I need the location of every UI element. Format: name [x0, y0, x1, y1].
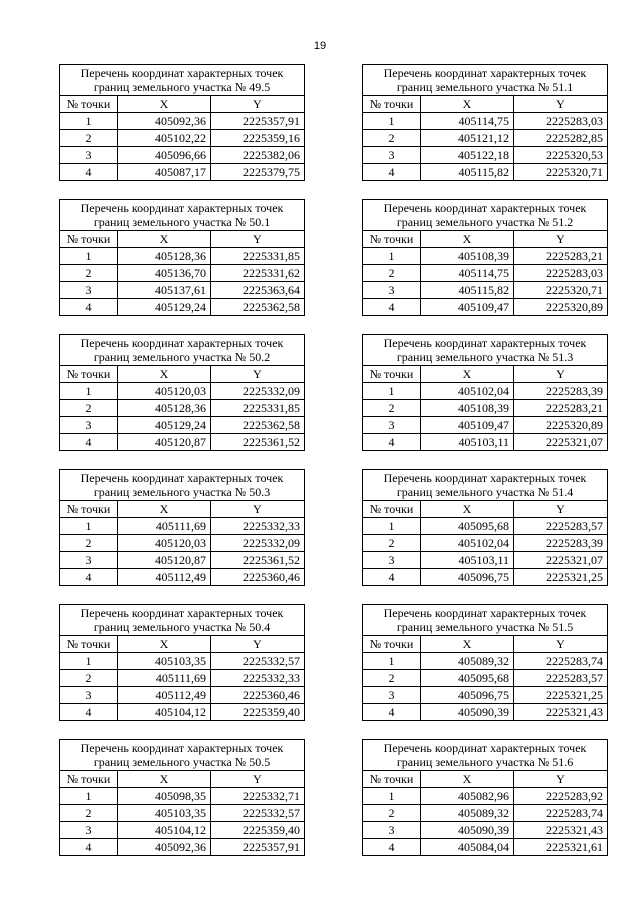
- x-coordinate-cell: 405096,75: [421, 687, 514, 704]
- point-number-cell: 4: [60, 164, 118, 181]
- table-title: [60, 65, 305, 96]
- table-row: [363, 518, 608, 535]
- y-coordinate-cell: 2225363,64: [211, 282, 305, 299]
- y-coordinate-cell: 2225331,85: [211, 248, 305, 265]
- y-coordinate-cell: 2225362,58: [211, 299, 305, 316]
- point-number-cell: 1: [60, 383, 118, 400]
- y-coordinate-cell: 2225332,33: [211, 518, 305, 535]
- table-title-prefix: границ земельного участка №: [396, 620, 553, 634]
- table-row: [60, 147, 305, 164]
- point-number-cell: 2: [363, 805, 421, 822]
- table-row: [363, 805, 608, 822]
- x-coordinate-cell: 405115,82: [421, 282, 514, 299]
- y-coordinate-cell: 2225331,85: [211, 400, 305, 417]
- point-number-cell: 1: [60, 653, 118, 670]
- y-coordinate-cell: 2225321,43: [514, 822, 608, 839]
- coordinate-table: [362, 739, 608, 856]
- table-title-prefix: границ земельного участка №: [396, 215, 553, 229]
- table-title-prefix: границ земельного участка №: [396, 350, 553, 364]
- x-coordinate-cell: 405115,82: [421, 164, 514, 181]
- y-coordinate-cell: 2225331,62: [211, 265, 305, 282]
- x-coordinate-cell: 405098,35: [118, 788, 211, 805]
- x-coordinate-cell: 405104,12: [118, 704, 211, 721]
- parcel-number: 51.3: [552, 350, 574, 364]
- column-header-number: № точки: [60, 231, 118, 248]
- table-title: [60, 200, 305, 231]
- table-title: [60, 605, 305, 636]
- table-row: [60, 552, 305, 569]
- parcel-number: 51.4: [552, 485, 574, 499]
- y-coordinate-cell: 2225283,03: [514, 265, 608, 282]
- y-coordinate-cell: 2225283,74: [514, 653, 608, 670]
- table-row: [60, 434, 305, 451]
- y-coordinate-cell: 2225332,33: [211, 670, 305, 687]
- x-coordinate-cell: 405102,04: [421, 535, 514, 552]
- point-number-cell: 3: [60, 822, 118, 839]
- y-coordinate-cell: 2225360,46: [211, 687, 305, 704]
- column-header-number: № точки: [363, 501, 421, 518]
- point-number-cell: 3: [363, 282, 421, 299]
- column-header-number: № точки: [60, 96, 118, 113]
- y-coordinate-cell: 2225357,91: [211, 839, 305, 856]
- column-header-x: X: [421, 231, 514, 248]
- table-row: [60, 535, 305, 552]
- table-row: [363, 417, 608, 434]
- column-header-y: Y: [211, 231, 305, 248]
- y-coordinate-cell: 2225283,92: [514, 788, 608, 805]
- point-number-cell: 2: [60, 535, 118, 552]
- point-number-cell: 1: [363, 248, 421, 265]
- point-number-cell: 3: [363, 822, 421, 839]
- x-coordinate-cell: 405109,47: [421, 299, 514, 316]
- table-title-line1: Перечень координат характерных точек: [80, 201, 284, 215]
- point-number-cell: 4: [60, 704, 118, 721]
- column-header-number: № точки: [363, 96, 421, 113]
- table-row: [363, 164, 608, 181]
- parcel-number: 50.1: [249, 215, 271, 229]
- point-number-cell: 2: [363, 670, 421, 687]
- y-coordinate-cell: 2225283,21: [514, 400, 608, 417]
- column-header-y: Y: [211, 96, 305, 113]
- point-number-cell: 1: [363, 653, 421, 670]
- table-row: [60, 282, 305, 299]
- table-row: [363, 535, 608, 552]
- table-row: [60, 518, 305, 535]
- x-coordinate-cell: 405137,61: [118, 282, 211, 299]
- column-header-number: № точки: [60, 501, 118, 518]
- x-coordinate-cell: 405087,17: [118, 164, 211, 181]
- x-coordinate-cell: 405114,75: [421, 265, 514, 282]
- column-header-y: Y: [211, 771, 305, 788]
- table-row: [60, 839, 305, 856]
- table-title-line1: Перечень координат характерных точек: [80, 336, 284, 350]
- table-row: [60, 704, 305, 721]
- table-row: [363, 400, 608, 417]
- parcel-number: 50.5: [249, 755, 271, 769]
- column-header-y: Y: [514, 366, 608, 383]
- column-header-x: X: [118, 771, 211, 788]
- point-number-cell: 4: [363, 434, 421, 451]
- x-coordinate-cell: 405112,49: [118, 687, 211, 704]
- table-row: [363, 569, 608, 586]
- table-title-line1: Перечень координат характерных точек: [383, 336, 587, 350]
- table-row: [60, 805, 305, 822]
- column-header-number: № точки: [363, 231, 421, 248]
- point-number-cell: 2: [60, 670, 118, 687]
- point-number-cell: 3: [363, 552, 421, 569]
- coordinate-table: [362, 604, 608, 721]
- table-title-line1: Перечень координат характерных точек: [80, 66, 284, 80]
- x-coordinate-cell: 405103,11: [421, 552, 514, 569]
- column-header-y: Y: [211, 636, 305, 653]
- x-coordinate-cell: 405122,18: [421, 147, 514, 164]
- table-title: [363, 65, 608, 96]
- table-row: [363, 113, 608, 130]
- table-row: [363, 265, 608, 282]
- point-number-cell: 1: [363, 518, 421, 535]
- y-coordinate-cell: 2225283,03: [514, 113, 608, 130]
- x-coordinate-cell: 405103,35: [118, 805, 211, 822]
- parcel-number: 51.5: [552, 620, 574, 634]
- x-coordinate-cell: 405102,22: [118, 130, 211, 147]
- column-header-number: № точки: [60, 366, 118, 383]
- coordinate-table: [59, 334, 305, 451]
- table-title-prefix: границ земельного участка №: [396, 80, 553, 94]
- table-title-prefix: границ земельного участка №: [396, 755, 553, 769]
- table-row: [60, 687, 305, 704]
- x-coordinate-cell: 405128,36: [118, 400, 211, 417]
- column-header-y: Y: [211, 501, 305, 518]
- x-coordinate-cell: 405120,87: [118, 434, 211, 451]
- coordinate-table: [362, 469, 608, 586]
- table-title-line1: Перечень координат характерных точек: [80, 741, 284, 755]
- x-coordinate-cell: 405089,32: [421, 805, 514, 822]
- column-header-x: X: [118, 636, 211, 653]
- y-coordinate-cell: 2225320,71: [514, 164, 608, 181]
- table-title-prefix: границ земельного участка №: [93, 620, 250, 634]
- table-row: [363, 670, 608, 687]
- coordinate-table: [59, 739, 305, 856]
- point-number-cell: 2: [60, 130, 118, 147]
- column-header-x: X: [118, 231, 211, 248]
- table-row: [363, 130, 608, 147]
- column-header-number: № точки: [363, 771, 421, 788]
- point-number-cell: 3: [363, 687, 421, 704]
- table-title: [60, 740, 305, 771]
- y-coordinate-cell: 2225321,25: [514, 687, 608, 704]
- table-title: [60, 335, 305, 366]
- column-header-number: № точки: [363, 636, 421, 653]
- point-number-cell: 4: [60, 569, 118, 586]
- x-coordinate-cell: 405109,47: [421, 417, 514, 434]
- column-header-y: Y: [514, 231, 608, 248]
- x-coordinate-cell: 405129,24: [118, 417, 211, 434]
- y-coordinate-cell: 2225361,52: [211, 552, 305, 569]
- table-row: [363, 383, 608, 400]
- x-coordinate-cell: 405084,04: [421, 839, 514, 856]
- point-number-cell: 4: [60, 434, 118, 451]
- table-row: [60, 113, 305, 130]
- point-number-cell: 2: [60, 805, 118, 822]
- table-title-line1: Перечень координат характерных точек: [383, 66, 587, 80]
- table-row: [60, 265, 305, 282]
- table-title: [363, 740, 608, 771]
- table-row: [363, 704, 608, 721]
- x-coordinate-cell: 405089,32: [421, 653, 514, 670]
- coordinate-table: [59, 64, 305, 181]
- column-header-x: X: [421, 366, 514, 383]
- coordinate-table: [362, 64, 608, 181]
- point-number-cell: 4: [363, 299, 421, 316]
- column-header-y: Y: [211, 366, 305, 383]
- table-title: [363, 470, 608, 501]
- point-number-cell: 3: [363, 417, 421, 434]
- coordinate-tables-grid: [59, 64, 608, 856]
- table-row: [363, 434, 608, 451]
- column-header-x: X: [421, 771, 514, 788]
- point-number-cell: 3: [60, 147, 118, 164]
- parcel-number: 51.1: [552, 80, 574, 94]
- table-title: [363, 605, 608, 636]
- table-row: [60, 822, 305, 839]
- x-coordinate-cell: 405096,75: [421, 569, 514, 586]
- table-title-prefix: границ земельного участка №: [93, 215, 250, 229]
- table-row: [60, 653, 305, 670]
- point-number-cell: 4: [363, 164, 421, 181]
- parcel-number: 50.4: [249, 620, 271, 634]
- table-title-line1: Перечень координат характерных точек: [383, 741, 587, 755]
- column-header-x: X: [118, 366, 211, 383]
- y-coordinate-cell: 2225321,25: [514, 569, 608, 586]
- table-title-line1: Перечень координат характерных точек: [383, 471, 587, 485]
- x-coordinate-cell: 405121,12: [421, 130, 514, 147]
- point-number-cell: 1: [363, 113, 421, 130]
- y-coordinate-cell: 2225283,39: [514, 535, 608, 552]
- y-coordinate-cell: 2225359,40: [211, 822, 305, 839]
- y-coordinate-cell: 2225360,46: [211, 569, 305, 586]
- table-title: [363, 335, 608, 366]
- y-coordinate-cell: 2225359,40: [211, 704, 305, 721]
- point-number-cell: 2: [363, 535, 421, 552]
- x-coordinate-cell: 405120,87: [118, 552, 211, 569]
- table-row: [363, 687, 608, 704]
- point-number-cell: 2: [60, 265, 118, 282]
- y-coordinate-cell: 2225321,43: [514, 704, 608, 721]
- coordinate-table: [59, 469, 305, 586]
- point-number-cell: 2: [60, 400, 118, 417]
- y-coordinate-cell: 2225320,89: [514, 299, 608, 316]
- point-number-cell: 1: [60, 518, 118, 535]
- column-header-number: № точки: [60, 771, 118, 788]
- table-row: [60, 130, 305, 147]
- x-coordinate-cell: 405112,49: [118, 569, 211, 586]
- table-title-line1: Перечень координат характерных точек: [80, 606, 284, 620]
- point-number-cell: 2: [363, 400, 421, 417]
- column-header-y: Y: [514, 636, 608, 653]
- y-coordinate-cell: 2225332,57: [211, 805, 305, 822]
- y-coordinate-cell: 2225283,39: [514, 383, 608, 400]
- y-coordinate-cell: 2225283,57: [514, 518, 608, 535]
- table-title: [363, 200, 608, 231]
- parcel-number: 50.3: [249, 485, 271, 499]
- point-number-cell: 1: [363, 788, 421, 805]
- point-number-cell: 1: [60, 788, 118, 805]
- x-coordinate-cell: 405114,75: [421, 113, 514, 130]
- y-coordinate-cell: 2225320,53: [514, 147, 608, 164]
- x-coordinate-cell: 405096,66: [118, 147, 211, 164]
- y-coordinate-cell: 2225320,89: [514, 417, 608, 434]
- x-coordinate-cell: 405103,11: [421, 434, 514, 451]
- table-row: [60, 569, 305, 586]
- point-number-cell: 4: [363, 839, 421, 856]
- column-header-number: № точки: [363, 366, 421, 383]
- table-title-prefix: границ земельного участка №: [93, 350, 250, 364]
- point-number-cell: 3: [60, 687, 118, 704]
- y-coordinate-cell: 2225359,16: [211, 130, 305, 147]
- point-number-cell: 1: [363, 383, 421, 400]
- y-coordinate-cell: 2225362,58: [211, 417, 305, 434]
- column-header-x: X: [118, 96, 211, 113]
- coordinate-table: [59, 604, 305, 721]
- column-header-x: X: [421, 501, 514, 518]
- point-number-cell: 1: [60, 113, 118, 130]
- x-coordinate-cell: 405108,39: [421, 400, 514, 417]
- column-header-y: Y: [514, 501, 608, 518]
- x-coordinate-cell: 405111,69: [118, 670, 211, 687]
- table-row: [363, 248, 608, 265]
- point-number-cell: 1: [60, 248, 118, 265]
- parcel-number: 51.2: [552, 215, 574, 229]
- x-coordinate-cell: 405120,03: [118, 535, 211, 552]
- x-coordinate-cell: 405095,68: [421, 670, 514, 687]
- column-header-x: X: [118, 501, 211, 518]
- table-row: [363, 788, 608, 805]
- y-coordinate-cell: 2225332,57: [211, 653, 305, 670]
- y-coordinate-cell: 2225283,21: [514, 248, 608, 265]
- coordinate-table: [362, 199, 608, 316]
- point-number-cell: 3: [60, 417, 118, 434]
- x-coordinate-cell: 405095,68: [421, 518, 514, 535]
- point-number-cell: 4: [363, 704, 421, 721]
- y-coordinate-cell: 2225379,75: [211, 164, 305, 181]
- table-row: [60, 164, 305, 181]
- table-row: [60, 670, 305, 687]
- x-coordinate-cell: 405111,69: [118, 518, 211, 535]
- table-title: [60, 470, 305, 501]
- table-row: [363, 299, 608, 316]
- x-coordinate-cell: 405102,04: [421, 383, 514, 400]
- y-coordinate-cell: 2225321,07: [514, 552, 608, 569]
- table-row: [60, 299, 305, 316]
- page-number: 19: [313, 40, 327, 52]
- x-coordinate-cell: 405136,70: [118, 265, 211, 282]
- x-coordinate-cell: 405082,96: [421, 788, 514, 805]
- table-row: [363, 839, 608, 856]
- point-number-cell: 2: [363, 130, 421, 147]
- table-row: [363, 282, 608, 299]
- coordinate-table: [362, 334, 608, 451]
- table-title-prefix: границ земельного участка №: [93, 485, 250, 499]
- y-coordinate-cell: 2225283,57: [514, 670, 608, 687]
- y-coordinate-cell: 2225321,07: [514, 434, 608, 451]
- point-number-cell: 4: [60, 299, 118, 316]
- table-title-prefix: границ земельного участка №: [93, 755, 250, 769]
- point-number-cell: 3: [60, 552, 118, 569]
- table-row: [363, 147, 608, 164]
- x-coordinate-cell: 405092,36: [118, 113, 211, 130]
- y-coordinate-cell: 2225283,74: [514, 805, 608, 822]
- table-row: [60, 788, 305, 805]
- table-title-prefix: границ земельного участка №: [93, 80, 250, 94]
- table-row: [60, 383, 305, 400]
- point-number-cell: 4: [363, 569, 421, 586]
- table-title-line1: Перечень координат характерных точек: [383, 606, 587, 620]
- y-coordinate-cell: 2225357,91: [211, 113, 305, 130]
- y-coordinate-cell: 2225361,52: [211, 434, 305, 451]
- point-number-cell: 3: [60, 282, 118, 299]
- table-row: [363, 822, 608, 839]
- column-header-y: Y: [514, 771, 608, 788]
- x-coordinate-cell: 405104,12: [118, 822, 211, 839]
- table-row: [60, 400, 305, 417]
- table-row: [363, 653, 608, 670]
- column-header-x: X: [421, 636, 514, 653]
- column-header-number: № точки: [60, 636, 118, 653]
- parcel-number: 51.6: [552, 755, 574, 769]
- table-row: [363, 552, 608, 569]
- point-number-cell: 2: [363, 265, 421, 282]
- table-title-line1: Перечень координат характерных точек: [80, 471, 284, 485]
- x-coordinate-cell: 405120,03: [118, 383, 211, 400]
- table-row: [60, 417, 305, 434]
- x-coordinate-cell: 405103,35: [118, 653, 211, 670]
- x-coordinate-cell: 405090,39: [421, 704, 514, 721]
- y-coordinate-cell: 2225332,09: [211, 535, 305, 552]
- x-coordinate-cell: 405090,39: [421, 822, 514, 839]
- column-header-y: Y: [514, 96, 608, 113]
- table-title-prefix: границ земельного участка №: [396, 485, 553, 499]
- y-coordinate-cell: 2225321,61: [514, 839, 608, 856]
- coordinate-table: [59, 199, 305, 316]
- point-number-cell: 3: [363, 147, 421, 164]
- table-title-line1: Перечень координат характерных точек: [383, 201, 587, 215]
- x-coordinate-cell: 405128,36: [118, 248, 211, 265]
- parcel-number: 49.5: [249, 80, 271, 94]
- x-coordinate-cell: 405108,39: [421, 248, 514, 265]
- y-coordinate-cell: 2225332,09: [211, 383, 305, 400]
- table-row: [60, 248, 305, 265]
- x-coordinate-cell: 405092,36: [118, 839, 211, 856]
- x-coordinate-cell: 405129,24: [118, 299, 211, 316]
- column-header-x: X: [421, 96, 514, 113]
- parcel-number: 50.2: [249, 350, 271, 364]
- point-number-cell: 4: [60, 839, 118, 856]
- y-coordinate-cell: 2225382,06: [211, 147, 305, 164]
- y-coordinate-cell: 2225282,85: [514, 130, 608, 147]
- y-coordinate-cell: 2225320,71: [514, 282, 608, 299]
- y-coordinate-cell: 2225332,71: [211, 788, 305, 805]
